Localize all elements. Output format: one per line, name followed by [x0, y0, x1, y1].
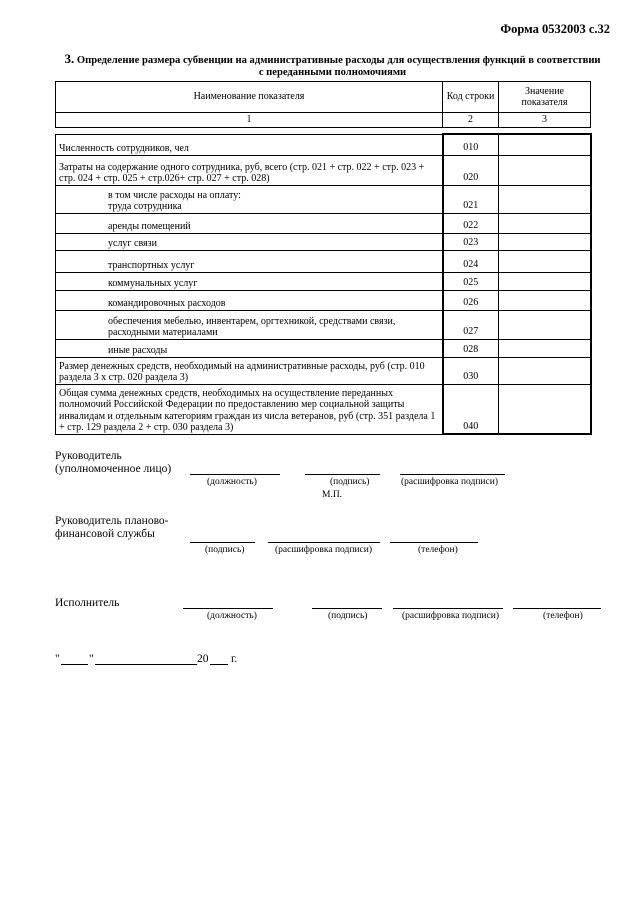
row-code: 022	[443, 213, 499, 233]
finance-decryption-caption: (расшифровка подписи)	[275, 545, 372, 555]
executor-phone-caption: (телефон)	[543, 611, 583, 621]
subvention-table	[55, 81, 592, 435]
finance-signature-line[interactable]	[190, 542, 255, 543]
executor-signature-caption: (подпись)	[328, 611, 368, 621]
head-position-caption: (должность)	[207, 477, 257, 487]
row-code: 030	[443, 357, 499, 384]
row-code: 028	[443, 339, 499, 357]
finance-decryption-line[interactable]	[268, 542, 380, 543]
date-open-quote: "	[55, 653, 60, 665]
row-code: 023	[443, 233, 499, 250]
date-year-suffix: г.	[231, 653, 238, 665]
section-title	[55, 53, 610, 79]
row-value[interactable]	[499, 272, 591, 290]
table-row	[56, 213, 591, 233]
row-value[interactable]	[499, 290, 591, 310]
table-row	[56, 185, 591, 213]
header-number-2: 2	[443, 113, 499, 128]
finance-phone-line[interactable]	[390, 542, 478, 543]
date-year-line[interactable]	[210, 664, 228, 665]
header-number-1: 1	[56, 113, 443, 128]
header-value: Значение показателя	[499, 82, 591, 113]
row-label: Численность сотрудников, чел	[56, 134, 443, 155]
row-label: в том числе расходы на оплату: труда сотрудника	[56, 185, 443, 213]
executor-position-caption: (должность)	[207, 611, 257, 621]
finance-phone-caption: (телефон)	[418, 545, 458, 555]
row-code: 020	[443, 155, 499, 185]
row-value[interactable]	[499, 310, 591, 339]
row-code: 026	[443, 290, 499, 310]
row-code: 010	[443, 134, 499, 155]
head-decryption-caption: (расшифровка подписи)	[401, 477, 498, 487]
row-value[interactable]	[499, 213, 591, 233]
date-day-line[interactable]	[61, 664, 88, 665]
finance-signature-caption: (подпись)	[205, 545, 245, 555]
table-row	[56, 250, 591, 272]
executor-decryption-line[interactable]	[393, 608, 503, 609]
form-id: Форма 0532003 с.32	[500, 22, 610, 36]
head-decryption-line[interactable]	[400, 474, 505, 475]
finance-label: Руководитель планово- финансовой службы	[55, 515, 169, 540]
table-row	[56, 290, 591, 310]
executor-decryption-caption: (расшифровка подписи)	[402, 611, 499, 621]
row-label: Общая сумма денежных средств, необходимых на осуществление переданных полномочий Российской Федерации по предоставлению мер социальной защиты инвалидам и отдельным категориям граждан из числа ветеранов, руб (стр. 351 раздела 1 + стр. 129 раздела 2 + стр. 030 раздела 3)	[56, 384, 443, 434]
header-name: Наименование показателя	[56, 82, 443, 113]
head-signature-line[interactable]	[305, 474, 380, 475]
row-value[interactable]	[499, 185, 591, 213]
row-code: 027	[443, 310, 499, 339]
header-code: Код строки	[443, 82, 499, 113]
row-label: обеспечения мебелью, инвентарем, оргтехникой, средствами связи, расходными материалами	[56, 310, 443, 339]
row-value[interactable]	[499, 357, 591, 384]
row-value[interactable]	[499, 250, 591, 272]
row-label: командировочных расходов	[56, 290, 443, 310]
date-close-quote: "	[89, 653, 94, 665]
table-row	[56, 310, 591, 339]
executor-label: Исполнитель	[55, 597, 120, 609]
section-title-line2: с переданными полномочиями	[258, 67, 407, 78]
row-label: услуг связи	[56, 233, 443, 250]
head-signature-caption: (подпись)	[330, 477, 370, 487]
executor-position-line[interactable]	[183, 608, 273, 609]
table-row	[56, 233, 591, 250]
row-label: Размер денежных средств, необходимый на административные расходы, руб (стр. 010 раздела 3 х стр. 020 раздела 3)	[56, 357, 443, 384]
table-row	[56, 357, 591, 384]
row-label: транспортных услуг	[56, 250, 443, 272]
row-code: 024	[443, 250, 499, 272]
executor-phone-line[interactable]	[513, 608, 601, 609]
row-label: Затраты на содержание одного сотрудника, руб, всего (стр. 021 + стр. 022 + стр. 023 + стр. 024 + стр. 025 + стр.026+ стр. 027 + стр. 028)	[56, 155, 443, 185]
executor-signature-line[interactable]	[312, 608, 382, 609]
date-month-line[interactable]	[95, 664, 197, 665]
table-row	[56, 384, 591, 434]
row-value[interactable]	[499, 134, 591, 155]
stamp-placeholder: М.П.	[322, 490, 343, 500]
section-title-line1: Определение размера субвенции на административные расходы для осуществления функций в соответствии	[76, 55, 601, 66]
date-year-prefix: 20	[197, 653, 209, 665]
table-row	[56, 339, 591, 357]
head-label: Руководитель (уполномоченное лицо)	[55, 450, 172, 475]
row-code: 021	[443, 185, 499, 213]
row-value[interactable]	[499, 233, 591, 250]
row-value[interactable]	[499, 155, 591, 185]
table-row	[56, 272, 591, 290]
section-number: 3.	[64, 51, 75, 66]
head-position-line[interactable]	[190, 474, 280, 475]
row-code: 025	[443, 272, 499, 290]
row-value[interactable]	[499, 339, 591, 357]
table-row	[56, 155, 591, 185]
row-label: иные расходы	[56, 339, 443, 357]
row-label: аренды помещений	[56, 213, 443, 233]
header-number-3: 3	[499, 113, 591, 128]
table-row	[56, 134, 591, 155]
row-value[interactable]	[499, 384, 591, 434]
row-code: 040	[443, 384, 499, 434]
row-label: коммунальных услуг	[56, 272, 443, 290]
